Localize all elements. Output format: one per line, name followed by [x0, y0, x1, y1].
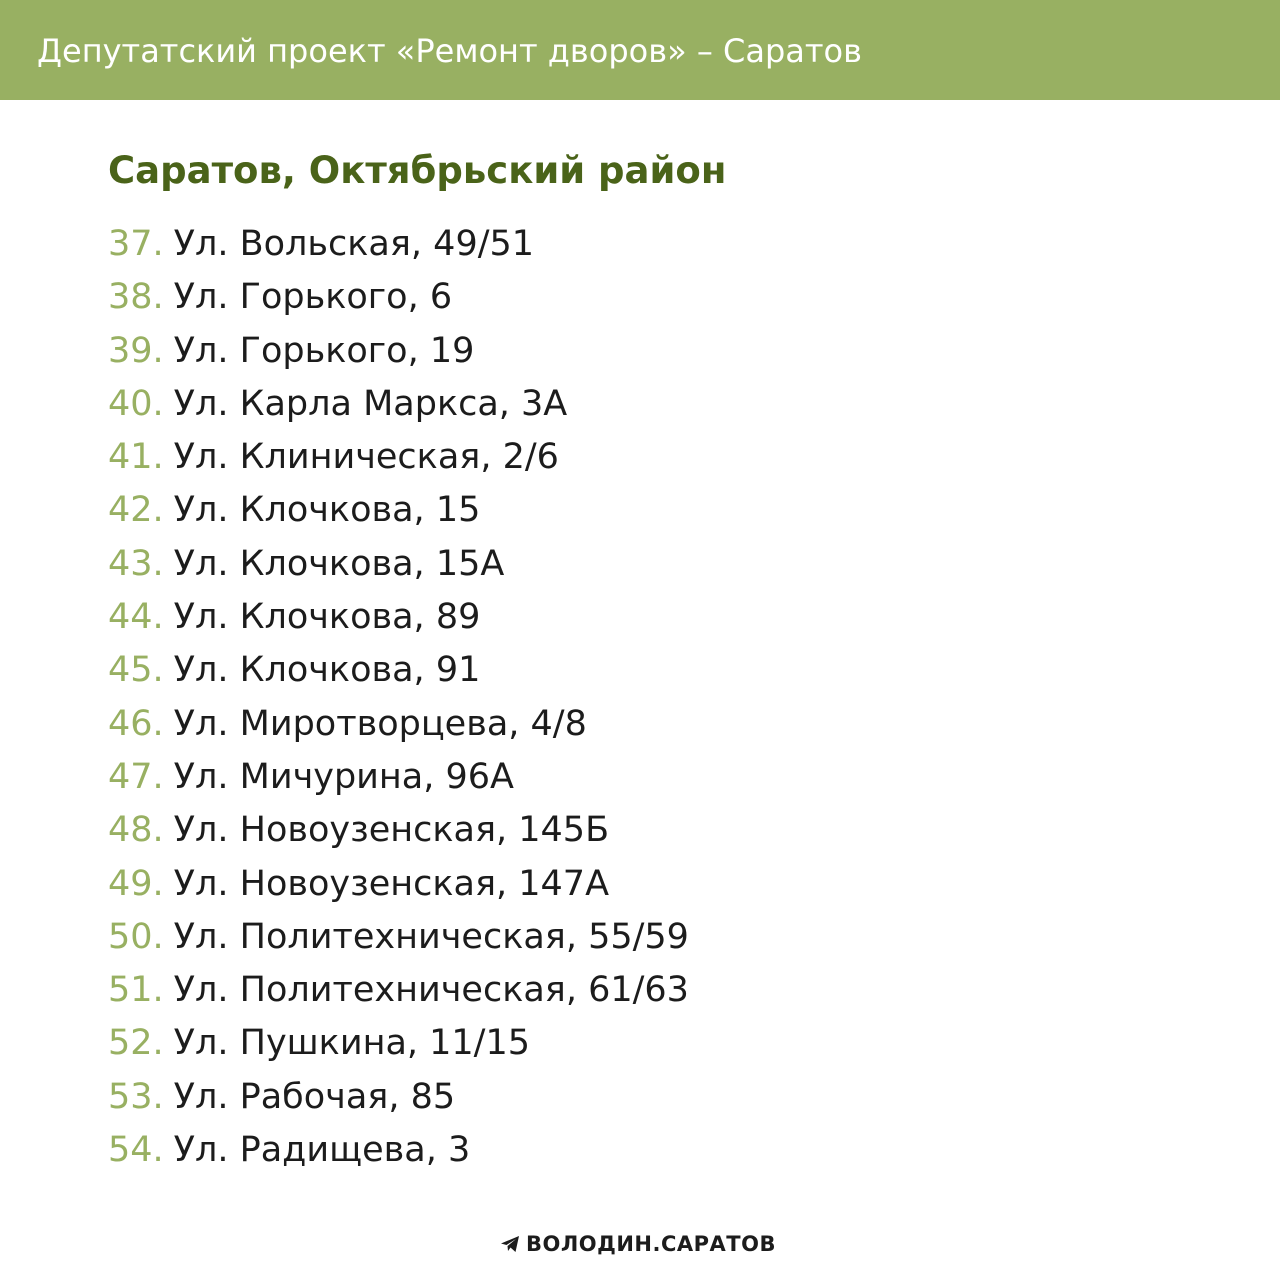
list-item — [108, 751, 689, 804]
item-address: Ул. Клочкова, 15 — [173, 490, 481, 531]
item-address: Ул. Горького, 19 — [173, 330, 475, 371]
list-item — [108, 1124, 689, 1177]
item-address: Ул. Миротворцева, 4/8 — [173, 703, 587, 744]
district-title: Саратов, Октябрьский район — [108, 149, 727, 192]
item-address: Ул. Новоузенская, 147А — [173, 863, 610, 904]
item-number: 46. — [108, 703, 164, 744]
item-address: Ул. Горького, 6 — [173, 277, 453, 318]
list-item — [108, 804, 689, 857]
item-number: 53. — [108, 1076, 164, 1117]
address-list — [108, 218, 689, 1177]
list-item — [108, 1017, 689, 1070]
list-item — [108, 591, 689, 644]
item-number: 51. — [108, 970, 164, 1011]
list-item — [108, 1071, 689, 1124]
item-address: Ул. Вольская, 49/51 — [173, 224, 535, 264]
list-item — [108, 538, 689, 591]
item-address: Ул. Мичурина, 96А — [173, 756, 514, 797]
list-item — [108, 431, 689, 484]
item-address: Ул. Клочкова, 91 — [173, 650, 481, 691]
list-item — [108, 698, 689, 751]
item-number: 54. — [108, 1130, 164, 1171]
item-address: Ул. Пушкина, 11/15 — [173, 1023, 531, 1064]
telegram-icon — [500, 1234, 520, 1254]
brand-label: ВОЛОДИН.САРАТОВ — [526, 1232, 776, 1256]
item-number: 48. — [108, 810, 164, 851]
list-item — [108, 858, 689, 911]
item-address: Ул. Клочкова, 89 — [173, 597, 481, 638]
header-banner — [0, 0, 1280, 100]
item-number: 52. — [108, 1023, 164, 1064]
list-item — [108, 218, 689, 271]
item-number: 50. — [108, 916, 164, 957]
list-item — [108, 911, 689, 964]
item-number: 40. — [108, 383, 164, 424]
item-number: 44. — [108, 597, 164, 638]
item-address: Ул. Карла Маркса, 3А — [173, 383, 568, 424]
item-address: Ул. Новоузенская, 145Б — [173, 810, 610, 851]
list-item — [108, 484, 689, 537]
item-number: 47. — [108, 756, 164, 797]
item-address: Ул. Клочкова, 15А — [173, 543, 505, 584]
item-address: Ул. Политехническая, 61/63 — [173, 970, 689, 1011]
item-number: 49. — [108, 863, 164, 904]
item-number: 45. — [108, 650, 164, 691]
item-address: Ул. Политехническая, 55/59 — [173, 916, 689, 957]
list-item — [108, 271, 689, 324]
list-item — [108, 378, 689, 431]
item-address: Ул. Рабочая, 85 — [173, 1076, 456, 1117]
footer-brand[interactable] — [500, 1229, 776, 1259]
page-title: Депутатский проект «Ремонт дворов» – Саратов — [37, 32, 862, 70]
list-item — [108, 644, 689, 697]
item-address: Ул. Клиническая, 2/6 — [173, 437, 559, 478]
item-address: Ул. Радищева, 3 — [173, 1130, 471, 1171]
item-number: 41. — [108, 437, 164, 478]
list-item — [108, 325, 689, 378]
item-number: 43. — [108, 543, 164, 584]
list-item — [108, 964, 689, 1017]
item-number: 42. — [108, 490, 164, 531]
item-number: 39. — [108, 330, 164, 371]
item-number: 37. — [108, 224, 164, 264]
item-number: 38. — [108, 277, 164, 318]
